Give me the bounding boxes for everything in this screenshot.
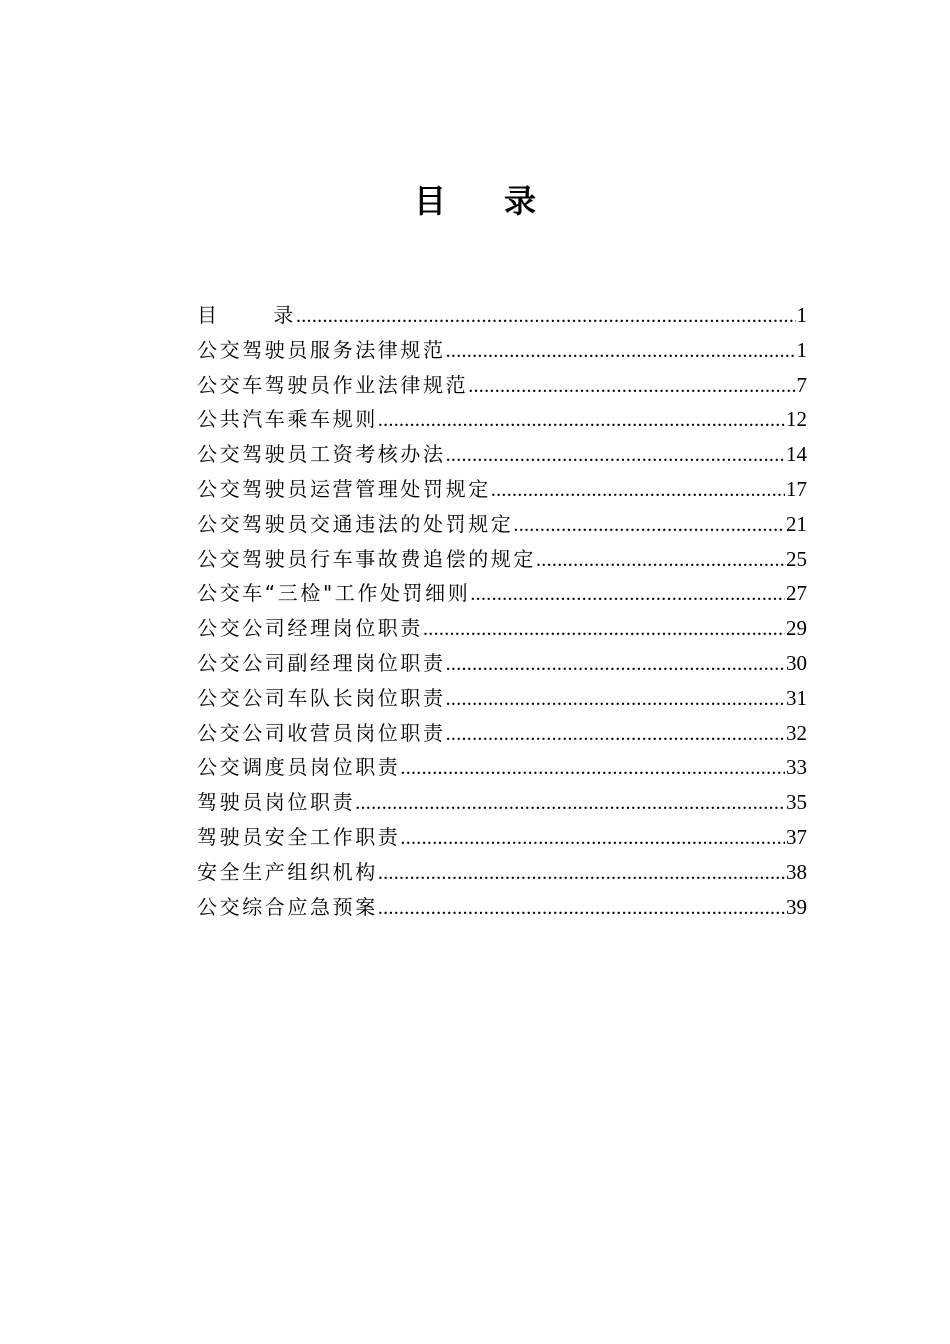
toc-dot-leader [400,751,785,786]
toc-entry[interactable] [197,472,807,507]
toc-entry[interactable] [197,855,807,890]
toc-entry[interactable] [197,785,807,820]
toc-entry[interactable] [197,646,807,681]
toc-dot-leader [468,369,795,404]
toc-entry-label: 驾驶员安全工作职责 [197,824,401,849]
toc-entry-page: 14 [786,442,807,467]
toc-entry[interactable] [197,890,807,925]
toc-entry[interactable] [197,750,807,785]
toc-entry-page: 12 [786,407,807,432]
toc-entry-label: 公交驾驶员运营管理处罚规定 [197,476,491,501]
toc-dot-leader [446,682,785,717]
toc-entry[interactable] [197,716,807,751]
toc-entry-label: 公交公司副经理岗位职责 [197,650,446,675]
toc-entry-label: 目 录 [197,303,296,327]
toc-entry-label: 公交驾驶员交通违法的处罚规定 [197,511,514,536]
toc-entry-page: 25 [786,546,807,571]
toc-dot-leader [378,403,785,438]
toc-entry-page: 30 [786,650,807,675]
toc-entry-label: 公交综合应急预案 [197,894,378,919]
toc-dot-leader [470,577,785,612]
toc-dot-leader [446,438,785,473]
toc-entry-label: 公交驾驶员服务法律规范 [197,337,446,362]
toc-entry-label: 公交公司车队长岗位职责 [197,685,446,710]
toc-entry-label: 公交调度员岗位职责 [197,755,401,780]
toc-entry-label: 公共汽车乘车规则 [197,407,378,432]
toc-dot-leader [378,856,785,891]
toc-entry-page: 1 [796,337,807,362]
toc-entry-label: 公交驾驶员行车事故费追偿的规定 [197,546,536,571]
toc-entry-label: 公交车驾驶员作业法律规范 [197,372,469,397]
toc-entry-page: 21 [786,511,807,536]
toc-dot-leader [355,786,785,821]
page-title-first-char: 目 [413,182,446,221]
toc-entry-label: 公交驾驶员工资考核办法 [197,442,446,467]
toc-entry-page: 39 [786,894,807,919]
toc-dot-leader [423,612,785,647]
toc-dot-leader [491,473,785,508]
toc-entry[interactable] [197,681,807,716]
toc-entry[interactable] [197,298,807,333]
toc-dot-leader [378,891,785,926]
toc-entry-page: 31 [786,685,807,710]
toc-dot-leader [446,717,785,752]
toc-dot-leader [513,508,785,543]
toc-entry[interactable] [197,611,807,646]
toc-entry[interactable] [197,542,807,577]
toc-entry-page: 33 [786,755,807,780]
toc-entry-page: 32 [786,720,807,745]
toc-entry-page: 1 [796,303,807,327]
toc-entry-label: 驾驶员岗位职责 [197,790,356,815]
page-title-second-char: 录 [504,182,537,221]
toc-entry-page: 38 [786,859,807,884]
toc-entry-label: 安全生产组织机构 [197,859,378,884]
toc-entry-page: 7 [796,372,807,397]
toc-entry[interactable] [197,402,807,437]
toc-entry-label: 公交车“三检"工作处罚细则 [197,581,471,606]
toc-entry-label: 公交公司经理岗位职责 [197,616,423,641]
toc-entry-page: 37 [786,824,807,849]
toc-entry-page: 17 [786,476,807,501]
toc-entry[interactable] [197,507,807,542]
page-title [0,179,950,223]
toc-dot-leader [446,647,785,682]
toc-entry[interactable] [197,333,807,368]
toc-entry-page: 29 [786,616,807,641]
toc-dot-leader [446,334,796,369]
toc-entry[interactable] [197,576,807,611]
toc-entry-page: 27 [786,581,807,606]
toc-dot-leader [296,299,796,334]
table-of-contents [197,298,807,924]
toc-entry-page: 35 [786,790,807,815]
toc-entry[interactable] [197,820,807,855]
toc-entry[interactable] [197,368,807,403]
toc-entry[interactable] [197,437,807,472]
toc-entry-label: 公交公司收营员岗位职责 [197,720,446,745]
toc-dot-leader [536,543,785,578]
toc-dot-leader [400,821,785,856]
